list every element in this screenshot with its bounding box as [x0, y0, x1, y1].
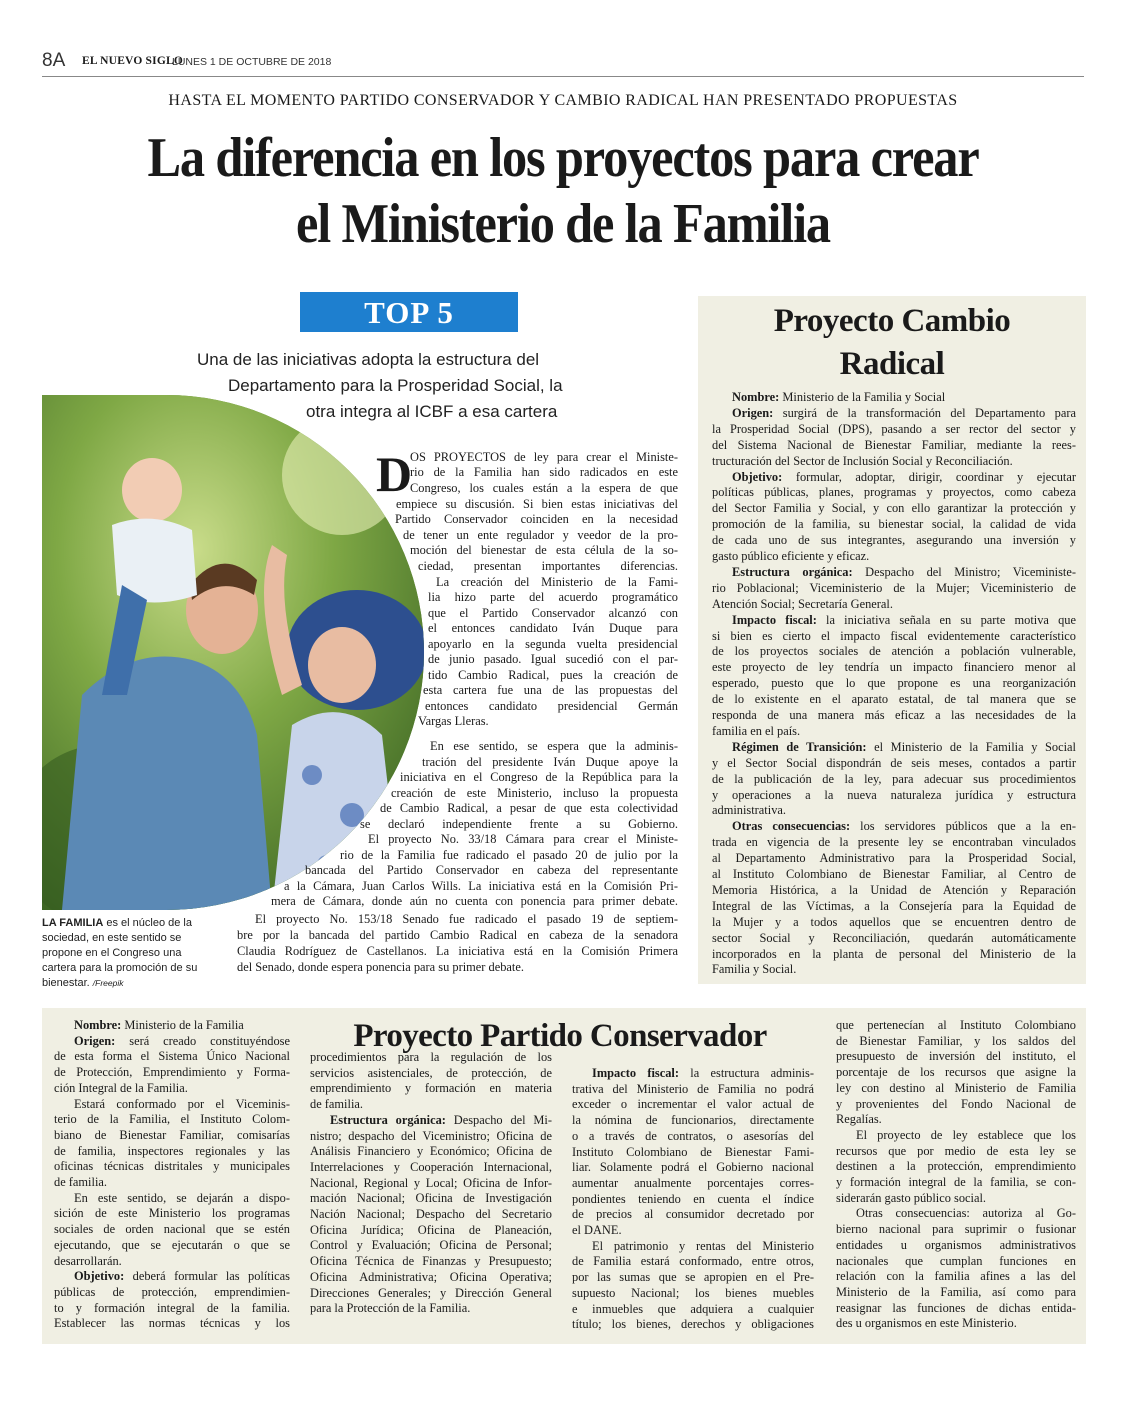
conservador-col3-text: de Familia estará conformado, entre otros, — [572, 1254, 814, 1269]
cambio-radical-text: los servidores públicos que a la en- — [850, 819, 1076, 834]
conservador-col1-line — [54, 1049, 290, 1064]
cambio-radical-line — [712, 454, 1076, 469]
cambio-radical-line — [712, 629, 1076, 644]
conservador-col2-line — [310, 1254, 552, 1269]
caption-line: sociedad, en este sentido se — [42, 932, 182, 944]
cambio-radical-text: del Sistema Nacional de Bienestar Familiar, mediante la rees- — [712, 437, 1076, 452]
conservador-col3-text: supuesto Nacional; los bienes muebles — [572, 1285, 814, 1300]
cambio-radical-text: administrativa. — [712, 803, 786, 818]
conservador-col4-line — [836, 1269, 1076, 1284]
cambio-radical-label: Régimen de Transición: — [732, 739, 867, 754]
conservador-col1-text: será creado constituyéndose — [115, 1033, 290, 1048]
conservador-col2-line — [310, 1066, 552, 1081]
cambio-radical-text: la Mujer y a todos aquellos que se encuentren dentro de — [712, 914, 1076, 929]
article-line: En ese sentido, se espera que la adminis- — [430, 739, 678, 753]
conservador-col3-text: de precios al consumidor decretado por — [572, 1207, 814, 1222]
cambio-radical-line — [712, 533, 1076, 548]
conservador-col1-text: terio de la Familia, el Instituto Colom- — [54, 1112, 290, 1127]
conservador-col1-text: to y formación integral de la familia. — [54, 1300, 290, 1315]
conservador-col2-line — [310, 1160, 552, 1175]
cambio-radical-line — [712, 597, 1076, 612]
conservador-col1-label: Nombre: — [74, 1018, 122, 1032]
conservador-col4-text: y provenientes del Fondo Nacional de — [836, 1096, 1076, 1111]
conservador-col3-text: aumentar anualmente porcentajes corres- — [572, 1175, 814, 1190]
cambio-radical-title-line-2: Radical — [839, 346, 945, 382]
cambio-radical-text: la Prosperidad Social (DPS), pasando a ser rector del sector y — [712, 421, 1076, 436]
cambio-radical-line — [712, 724, 1076, 739]
conservador-col4-line — [836, 1222, 1076, 1237]
conservador-col2-text: emprendimiento y formación en materia — [310, 1081, 552, 1096]
cambio-radical-line — [712, 756, 1076, 771]
conservador-col3-text: pondientes teniendo en cuenta el índice — [572, 1191, 814, 1206]
conservador-col1-line — [74, 1018, 290, 1033]
conservador-col2-text: Despacho del Mi- — [445, 1112, 552, 1127]
conservador-col3-text: título; los bienes, derechos y obligaciones — [572, 1317, 814, 1332]
subhead-line-1: Una de las iniciativas adopta la estructura del — [197, 350, 540, 369]
cambio-radical-text: surgirá de la transformación del Departamento para — [773, 405, 1076, 420]
article-line: Congreso, los cuales están a la espera de que — [410, 481, 678, 495]
cambio-radical-text: de cada uno de sus integrantes, asegurando una inversión y — [712, 533, 1076, 548]
conservador-col2-line — [310, 1176, 552, 1191]
cambio-radical-text: y operaciones a la nueva naturaleza jurídica y estructura — [712, 787, 1076, 802]
conservador-col3-line — [572, 1082, 814, 1097]
conservador-col2-line — [310, 1129, 552, 1144]
cambio-radical-line — [732, 406, 1076, 421]
conservador-col1-text: de Protección, Emprendimiento y Forma- — [54, 1065, 290, 1080]
photo-credit: /Freepik — [92, 978, 124, 988]
cambio-radical-text: tructuración del Sector de Inclusión Social y Reconciliación. — [712, 453, 1013, 468]
conservador-col2-line — [310, 1286, 552, 1301]
article-line: El proyecto No. 33/18 Cámara para crear el Ministe- — [368, 832, 678, 846]
article-line: de tener un ente regulador y veedor de la pro- — [403, 528, 678, 542]
conservador-col2-text: Nación Nacional; Despacho del Secretario — [310, 1207, 552, 1221]
article-line: el entonces candidato Iván Duque para — [428, 621, 678, 635]
cambio-radical-text: familia en el país. — [712, 723, 801, 738]
cambio-radical-text: responda de una manera más eficaz a las necesidades de la — [712, 708, 1076, 722]
article-line: empiece su discusión. Si bien estas iniciativas del — [396, 497, 678, 511]
conservador-col1-line — [54, 1254, 290, 1269]
cambio-radical-label: Objetivo: — [732, 469, 783, 484]
conservador-col1-line — [74, 1097, 290, 1112]
conservador-col1-line — [74, 1034, 290, 1049]
cambio-radical-line — [712, 803, 1076, 818]
cambio-radical-line — [712, 899, 1076, 914]
article-line: rio de la Familia han sido radicados en este — [410, 465, 678, 479]
article-line: rio de la Familia fue radicado el pasado 20 de julio por la — [340, 848, 678, 862]
conservador-col4-line — [836, 1112, 1076, 1127]
cambio-radical-line — [712, 692, 1076, 707]
cambio-radical-text: formular, adoptar, dirigir, coordinar y ejecutar — [782, 469, 1076, 484]
cambio-radical-line — [712, 422, 1076, 437]
cambio-radical-line — [732, 740, 1076, 755]
cambio-radical-line — [712, 517, 1076, 532]
cambio-radical-text: la iniciativa señala en su parte motiva que — [816, 612, 1076, 627]
conservador-col1-line — [54, 1175, 290, 1190]
conservador-col4-line — [836, 1144, 1076, 1159]
family-photo — [42, 395, 424, 910]
conservador-col1-text: Ministerio de la Familia — [121, 1018, 244, 1032]
cambio-radical-label: Otras consecuencias: — [732, 819, 851, 834]
cambio-radical-line — [712, 835, 1076, 850]
cambio-radical-label: Nombre: — [732, 390, 780, 404]
conservador-col1-text: ción Integral de la Familia. — [54, 1080, 188, 1095]
cambio-radical-line — [712, 851, 1076, 866]
cambio-radical-line — [712, 867, 1076, 882]
cambio-radical-text: Integral de las Víctimas, a la Consejería para la Equidad de — [712, 898, 1076, 913]
conservador-col4-text: Ministerio de la Familia, así como para — [836, 1284, 1076, 1299]
headline-line-1: La diferencia en los proyectos para crear — [147, 127, 979, 189]
article-line: iniciativa en el Congreso de la República para la — [400, 770, 678, 784]
conservador-col3-line — [592, 1239, 814, 1254]
conservador-col3-text: la nómina de funcionarios, directamente — [572, 1113, 814, 1128]
conservador-col1-line — [54, 1112, 290, 1127]
conservador-col1-text: Estará conformado por el Viceminis- — [74, 1096, 290, 1111]
article-line: de Cambio Radical, a pesar de que esta colectividad — [380, 801, 678, 815]
conservador-col1-line — [54, 1316, 290, 1331]
conservador-col2-text: Nacional, Regional y Local; Oficina de Infor- — [310, 1175, 552, 1190]
conservador-col1-line — [54, 1238, 290, 1253]
article-line: bancada del Partido Conservador en cabeza del representante — [305, 863, 678, 877]
conservador-col4-line — [836, 1097, 1076, 1112]
conservador-col1-text: Establecer las normas técnicas y los — [54, 1316, 290, 1331]
article-line: del Senado, donde espera ponencia para su primer debate. — [237, 960, 524, 974]
conservador-col1-text: deberá formular las políticas — [124, 1269, 290, 1284]
conservador-col4-line — [836, 1065, 1076, 1080]
cambio-radical-text: si bien es cierto el impacto fiscal evidentemente característico — [712, 628, 1076, 643]
conservador-col1-line — [54, 1206, 290, 1221]
article-line: apoyarlo en la segunda vuelta presidencial — [428, 637, 678, 651]
conservador-col3-line — [592, 1066, 814, 1081]
conservador-col1-line — [54, 1285, 290, 1300]
conservador-col3-label: Impacto fiscal: — [592, 1066, 679, 1080]
cambio-radical-line — [732, 613, 1076, 628]
conservador-col4-text: nacionales que cumplan funciones en — [836, 1253, 1076, 1268]
kicker: HASTA EL MOMENTO PARTIDO CONSERVADOR Y CAMBIO RADICAL HAN PRESENTADO PROPUESTAS — [168, 92, 958, 109]
article-line: de junio pasado. Igual sucedió con el par- — [428, 652, 678, 666]
family-photo-icon — [42, 395, 424, 910]
cambio-radical-text: de los proyectos sociales de atención a población vulnerable, — [712, 644, 1076, 659]
cambio-radical-label: Origen: — [732, 405, 774, 420]
conservador-col4-line — [836, 1301, 1076, 1316]
cambio-radical-line — [732, 819, 1076, 834]
conservador-col4-line — [836, 1238, 1076, 1253]
conservador-col3-line — [572, 1160, 814, 1175]
cambio-radical-text: promoción de la familia, su bienestar social, la calidad de vida — [712, 517, 1076, 532]
article-line: moción del bienestar de esta célula de la so- — [410, 543, 678, 557]
cambio-radical-text: este proyecto de ley tendría un impacto financiero menor al — [712, 660, 1076, 675]
cambio-radical-line — [712, 581, 1076, 596]
conservador-col3-text: liar. Solamente podrá el Gobierno nacional — [572, 1160, 814, 1175]
conservador-col4-text: que pertenecían al Instituto Colombiano — [836, 1018, 1076, 1032]
conservador-col4-line — [836, 1018, 1076, 1033]
conservador-col4-line — [836, 1159, 1076, 1174]
conservador-col4-text: de Bienestar Familiar, y los saldos del — [836, 1033, 1076, 1048]
cambio-radical-label: Estructura orgánica: — [732, 564, 853, 579]
cambio-radical-text: al Departamento Administrativo para la Prosperidad Social, — [712, 851, 1076, 866]
cambio-radical-text: Atención Social; Secretaría General. — [712, 596, 893, 611]
article-line: ciedad, presentan importantes diferencias. — [418, 559, 678, 573]
photo-caption — [42, 916, 204, 991]
conservador-col4-line — [836, 1254, 1076, 1269]
headline — [94, 125, 1032, 257]
conservador-col4-text: Regalías. — [836, 1112, 882, 1127]
article-line: entonces candidato presidencial Germán — [425, 699, 678, 713]
conservador-col3-text: o a través de contratos, o asesorías del — [572, 1128, 814, 1143]
conservador-col3-text: e inmuebles que adquiera a cualquier — [572, 1301, 814, 1316]
conservador-col3-line — [572, 1207, 814, 1222]
conservador-col4-text: relación con la familia afines a las del — [836, 1269, 1076, 1284]
cambio-radical-line — [732, 565, 1076, 580]
conservador-col1-line — [54, 1144, 290, 1159]
cambio-radical-line — [712, 676, 1076, 691]
conservador-col4-line — [836, 1049, 1076, 1064]
cambio-radical-line — [712, 915, 1076, 930]
cambio-radical-line — [712, 644, 1076, 659]
cambio-radical-text: de la publicación de la ley, para adecuar sus procedimientos — [712, 771, 1076, 786]
conservador-col4-text: bierno nacional para suprimir o fusionar — [836, 1222, 1076, 1237]
cambio-radical-line — [712, 772, 1076, 787]
headline-line-2: el Ministerio de la Familia — [296, 193, 830, 255]
conservador-col2-text: Oficina Técnica de Finanzas y Presupuesto; — [310, 1254, 552, 1269]
conservador-col4-text: ley con destino al Ministerio de Familia — [836, 1080, 1076, 1095]
conservador-col2-text: mación Nacional; Oficina de Investigación — [310, 1191, 552, 1206]
conservador-col4-text: presupuesto de inversión del instituto, el — [836, 1049, 1076, 1064]
conservador-col4-text: entidades u organismos administrativos — [836, 1237, 1076, 1252]
conservador-col4-text: y formación integral de la familia, se con- — [836, 1175, 1076, 1189]
conservador-title: Proyecto Partido Conservador — [353, 1018, 767, 1054]
cambio-radical-text: rio Poblacional; Viceministerio de la Mujer; Viceministerio de — [712, 580, 1076, 595]
article-line: Claudia Rodríguez de Castellanos. La iniciativa está en la Comisión Primera — [237, 944, 678, 958]
subhead-line-2: Departamento para la Prosperidad Social, la — [228, 376, 563, 395]
article-line: esta cartera fue una de las propuestas del — [423, 683, 678, 697]
conservador-col4-line — [836, 1081, 1076, 1096]
conservador-col3-text: por las sumas que se apropien en el Pre- — [572, 1270, 814, 1285]
conservador-col1-label: Objetivo: — [74, 1269, 125, 1284]
conservador-col1-line — [54, 1222, 290, 1237]
conservador-col2-text: procedimientos para la regulación de los — [310, 1050, 552, 1064]
article-line: tración del presidente Iván Duque apoye la — [422, 755, 678, 769]
cambio-radical-line — [712, 501, 1076, 516]
cambio-radical-text: Ministerio de la Familia y Social — [779, 390, 946, 404]
conservador-col2-text: Oficina Administrativa; Oficina Operativa; — [310, 1269, 552, 1284]
top5-badge: TOP 5 — [300, 292, 518, 332]
caption-line: es el núcleo de la — [103, 917, 192, 929]
conservador-col3-text: la estructura adminis- — [679, 1066, 814, 1080]
cambio-radical-line — [732, 470, 1076, 485]
caption-label: LA FAMILIA — [42, 917, 104, 929]
cambio-radical-line — [712, 788, 1076, 803]
header-rule — [42, 76, 1084, 77]
conservador-col1-text: En este sentido, se dejarán a dispo- — [74, 1190, 290, 1205]
conservador-col3-line — [572, 1145, 814, 1160]
conservador-col1-text: sociales de orden nacional que se estén — [54, 1222, 290, 1237]
caption-line: bienestar. — [42, 977, 93, 989]
conservador-col3-text: El patrimonio y rentas del Ministerio — [592, 1238, 814, 1253]
conservador-col2-line — [310, 1207, 552, 1222]
page-number: 8A — [42, 50, 66, 71]
cambio-radical-text: el Ministerio de la Familia y Social — [866, 739, 1076, 754]
publication-name: EL NUEVO SIGLO — [82, 55, 183, 67]
conservador-col1-text: de esta forma el Sistema Único Nacional — [54, 1049, 290, 1064]
article-line: a la Cámara, Juan Carlos Wills. La iniciativa está en la Comisión Pri- — [284, 879, 678, 893]
article-line: creación de este Ministerio, incluso la propuesta — [391, 786, 678, 800]
conservador-col3-line — [572, 1192, 814, 1207]
conservador-col2-text: Análisis Financiero y Económico; Oficina de — [310, 1144, 552, 1159]
conservador-col2-line — [310, 1238, 552, 1253]
conservador-col4-text: des u organismos en este Ministerio. — [836, 1316, 1017, 1331]
conservador-col3-text: exceder o incrementar el valor actual de — [572, 1097, 814, 1112]
conservador-col2-text: Direcciones Generales; y Dirección General — [310, 1285, 552, 1300]
cambio-radical-line — [712, 660, 1076, 675]
conservador-col1-text: públicas de protección, emprendimien- — [54, 1284, 290, 1299]
drop-cap: D — [376, 446, 413, 502]
conservador-col2-text: nistro; despacho del Viceministro; Oficina de — [310, 1128, 552, 1143]
conservador-col1-text: de familia, inspectores regionales y las — [54, 1143, 290, 1158]
conservador-col1-line — [74, 1191, 290, 1206]
cambio-radical-text: al Instituto Colombiano de Bienestar Familiar, al Centro de — [712, 867, 1076, 881]
article-line: Vargas Lleras. — [418, 714, 489, 728]
article-line: se declaró independiente frente a su Gobierno. — [360, 817, 678, 831]
conservador-col2-text: Control y Evaluación; Oficina de Personal; — [310, 1238, 552, 1253]
conservador-col4-line — [836, 1034, 1076, 1049]
cambio-radical-text: Despacho del Ministro; Viceministe- — [852, 564, 1076, 579]
conservador-col1-text: desarrollarán. — [54, 1253, 122, 1268]
cambio-radical-text: de lo existente en el aparato estatal, de tal manera que se — [712, 692, 1076, 707]
conservador-col1-text: de familia. — [54, 1175, 107, 1189]
conservador-col1-line — [54, 1159, 290, 1174]
conservador-col4-line — [856, 1128, 1076, 1143]
article-line: El proyecto No. 153/18 Senado fue radicado el pasado 19 de septiem- — [255, 912, 678, 926]
conservador-col4-text: reasignar las funciones de dichas entida- — [836, 1300, 1076, 1315]
conservador-col2-text: para la Protección de la Familia. — [310, 1301, 471, 1316]
conservador-col2-line — [310, 1050, 552, 1065]
cambio-radical-title — [698, 300, 1086, 386]
conservador-col4-text: siderarán gasto público social. — [836, 1190, 987, 1205]
cambio-radical-text: esperado, puesto que lo que propone es una reorganización — [712, 676, 1076, 691]
conservador-col4-line — [836, 1175, 1076, 1190]
conservador-col2-text: Oficina Jurídica; Oficina de Planeación, — [310, 1222, 552, 1237]
cambio-radical-text: Memoria Histórica, a la Unidad de Atención y Reparación — [712, 882, 1076, 897]
conservador-col1-line — [74, 1269, 290, 1284]
conservador-col2-line — [310, 1097, 552, 1112]
conservador-col3-text: trativa del Ministerio de Familia no podrá — [572, 1081, 814, 1096]
cambio-radical-line — [712, 883, 1076, 898]
cambio-radical-line — [732, 390, 1076, 405]
cambio-radical-line — [712, 708, 1076, 723]
cambio-radical-text: sector Social y Reconciliación, quedarán automáticamente — [712, 930, 1076, 945]
conservador-col4-text: El proyecto de ley establece que los — [856, 1127, 1076, 1142]
conservador-col3-line — [572, 1097, 814, 1112]
article-line: que el Partido Conservador alcanzó con — [428, 606, 678, 620]
conservador-col2-line — [310, 1270, 552, 1285]
conservador-col3-line — [572, 1129, 814, 1144]
article-line: lia hizo parte del acuerdo programático — [428, 590, 678, 604]
conservador-col3-text: el DANE. — [572, 1223, 622, 1237]
conservador-col3-line — [572, 1317, 814, 1332]
conservador-col4-line — [836, 1316, 1076, 1331]
conservador-col4-text: destinen a la protección, emprendimiento — [836, 1159, 1076, 1174]
conservador-col4-line — [856, 1206, 1076, 1221]
cambio-radical-line — [712, 947, 1076, 962]
cambio-radical-text: y el Sector Social dispondrán de seis meses, contados a partir — [712, 755, 1076, 770]
article-line: bre por la bancada del partido Cambio Radical en cabeza de la senadora — [237, 928, 678, 942]
conservador-col3-line — [572, 1270, 814, 1285]
conservador-col3-line — [572, 1302, 814, 1317]
cambio-radical-title-line-1: Proyecto Cambio — [773, 303, 1011, 339]
cambio-radical-line — [712, 549, 1076, 564]
conservador-col1-text: ejecutando, que se ejecutarán o que se — [54, 1237, 290, 1252]
cambio-radical-line — [712, 931, 1076, 946]
article-line: Partido Conservador coinciden en la necesidad — [395, 512, 678, 526]
cambio-radical-text: trada en vigencia de la presente ley se encontraban vinculados — [712, 835, 1076, 850]
conservador-col1-text: sición de este Ministerio los programas — [54, 1206, 290, 1221]
cambio-radical-text: del Sector Familia y Social, y con ello garantizar la protección y — [712, 501, 1076, 516]
caption-line: cartera para la promoción de su — [42, 962, 198, 974]
conservador-col2-text: de familia. — [310, 1097, 363, 1112]
publication-date: LUNES 1 DE OCTUBRE DE 2018 — [172, 56, 332, 68]
conservador-col2-line — [310, 1301, 552, 1316]
conservador-col3-text: Instituto Colombiano de Bienestar Fami- — [572, 1144, 814, 1159]
conservador-col4-text: porcentaje de los recursos que asigne la — [836, 1065, 1076, 1080]
conservador-col1-text: oficinas técnicas distritales y municipales — [54, 1159, 290, 1174]
caption-line: propone en el Congreso una — [42, 947, 182, 959]
conservador-col1-label: Origen: — [74, 1033, 116, 1048]
cambio-radical-line — [712, 962, 1076, 977]
conservador-col2-text: Interrelaciones y Cooperación Internacional, — [310, 1159, 552, 1174]
conservador-col2-label: Estructura orgánica: — [330, 1112, 446, 1127]
conservador-col3-line — [572, 1223, 814, 1238]
cambio-radical-line — [712, 485, 1076, 500]
article-line: La creación del Ministerio de la Fami- — [436, 575, 678, 589]
conservador-col2-text: servicios asistenciales, de protección, de — [310, 1065, 552, 1080]
conservador-col4-text: recursos que por medio de esta ley se — [836, 1143, 1076, 1158]
conservador-col2-line — [310, 1144, 552, 1159]
conservador-col2-line — [310, 1223, 552, 1238]
conservador-col1-text: biano de Bienestar Familiar, comisarías — [54, 1127, 290, 1142]
conservador-col2-line — [330, 1113, 552, 1128]
article-line: mera de Cámara, donde aún no cuenta con ponencia para primer debate. — [271, 894, 678, 908]
conservador-col3-line — [572, 1286, 814, 1301]
conservador-col1-line — [54, 1081, 290, 1096]
conservador-col2-line — [310, 1191, 552, 1206]
conservador-col4-text: Otras consecuencias: autoriza al Go- — [856, 1206, 1076, 1221]
conservador-col1-line — [54, 1128, 290, 1143]
cambio-radical-text: incorporados en la planta de personal del Ministerio de la — [712, 946, 1076, 961]
conservador-col3-line — [572, 1254, 814, 1269]
article-line: OS PROYECTOS de ley para crear el Ministe- — [410, 450, 678, 464]
cambio-radical-line — [712, 438, 1076, 453]
cambio-radical-text: gasto público eficiente y eficaz. — [712, 549, 870, 563]
subhead-line-3: otra integra al ICBF a esa cartera — [306, 402, 558, 421]
conservador-col4-line — [836, 1191, 1076, 1206]
conservador-col4-line — [836, 1285, 1076, 1300]
conservador-col1-line — [54, 1065, 290, 1080]
cambio-radical-label: Impacto fiscal: — [732, 612, 817, 627]
conservador-col1-line — [54, 1301, 290, 1316]
conservador-col3-line — [572, 1176, 814, 1191]
conservador-col2-line — [310, 1081, 552, 1096]
cambio-radical-text: políticas públicas, planes, programas y proyectos, como cabeza — [712, 485, 1076, 500]
conservador-col3-line — [572, 1113, 814, 1128]
article-line: tido Cambio Radical, pues la creación de — [428, 668, 678, 682]
cambio-radical-text: Familia y Social. — [712, 962, 797, 977]
